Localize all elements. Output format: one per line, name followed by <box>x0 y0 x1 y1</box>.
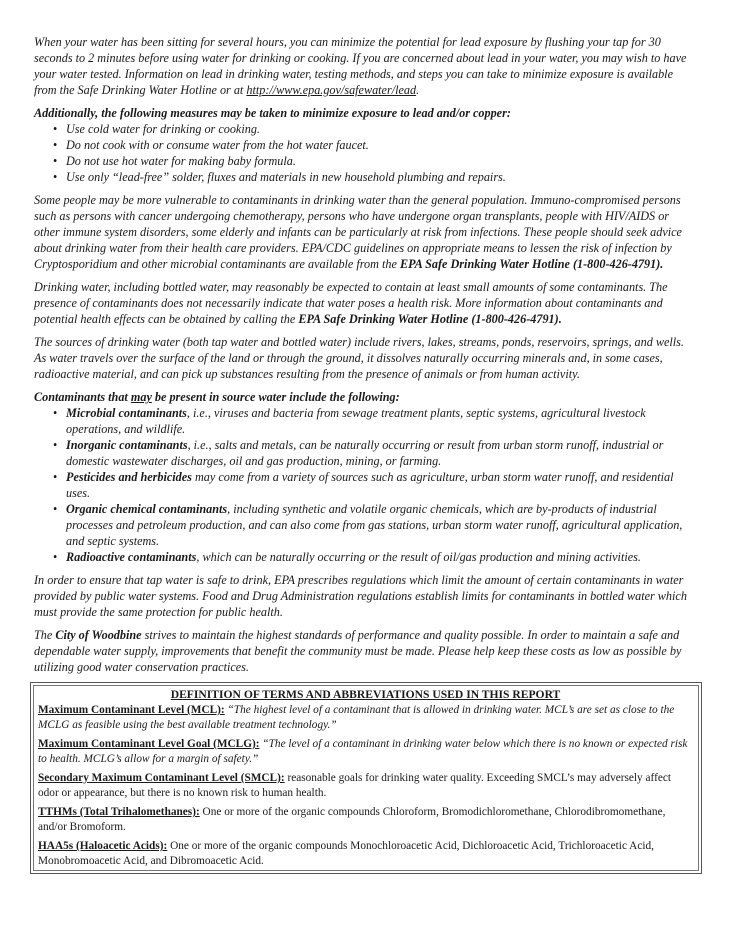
definition-term: TTHMs (Total Trihalomethanes): <box>38 806 200 818</box>
definition-text: One or more of the organic compounds Monochloroacetic Acid, Dichloroacetic Acid, Trichloroacetic Acid, Monobromoacetic Acid, and Dibromoacetic Acid. <box>38 840 654 867</box>
bullet-icon: • <box>53 170 58 184</box>
bullet-icon: • <box>53 550 58 564</box>
definition-text: “The level of a contaminant in drinking water below which there is no known or expected risk to health. MCLG’s allow for a margin of safety.” <box>38 738 688 765</box>
definition-mcl <box>38 703 693 732</box>
bullet-icon: • <box>53 154 58 168</box>
list-item <box>53 169 693 185</box>
woodbine-text: strives to maintain the highest standards of performance and quality possible. In order to maintain a safe and dependable water supply, improvements that benefit the community must be made. Please help keep these costs as low as possible by utilizing good water conservation practices. <box>34 628 682 674</box>
lead-flushing-paragraph <box>34 34 693 98</box>
epa-regulations-paragraph: In order to ensure that tap water is safe to drink, EPA prescribes regulations which limit the amount of certain contaminants in water provided by public water systems. Food and Drug Administration regulations establish limits for contaminants in bottled water which must provide the same protection for public health. <box>34 573 687 619</box>
definition-term: Maximum Contaminant Level Goal (MCLG): <box>38 738 260 750</box>
definition-haa5s <box>38 839 693 868</box>
definition-term: Maximum Contaminant Level (MCL): <box>38 704 225 716</box>
list-item <box>53 121 693 137</box>
woodbine-pre: The <box>34 628 56 642</box>
definition-tthms <box>38 805 693 834</box>
bullet-icon: • <box>53 438 58 452</box>
measures-heading: Additionally, the following measures may be taken to minimize exposure to lead and/or copper: <box>34 106 511 120</box>
hotline-text: EPA Safe Drinking Water Hotline (1-800-426-4791). <box>399 257 664 271</box>
definition-text: “The highest level of a contaminant that is allowed in drinking water. MCL’s are set as close to the MCLG as feasible using the best available treatment technology.” <box>38 704 675 731</box>
contaminant-desc: , i.e., salts and metals, can be naturally occurring or result from urban storm runoff, industrial or domestic wastewater discharges, oil and gas production, mining, or farming. <box>66 438 664 468</box>
measure-text: Use only “lead-free” solder, fluxes and materials in new household plumbing and repairs. <box>66 170 506 184</box>
list-item <box>53 405 693 437</box>
measure-text: Do not use hot water for making baby formula. <box>66 154 296 168</box>
list-item <box>53 437 693 469</box>
contaminant-desc: may come from a variety of sources such as agriculture, urban storm water runoff, and residential uses. <box>66 470 674 500</box>
lead-flushing-end: . <box>416 83 420 97</box>
definition-text: reasonable goals for drinking water quality. Exceeding SMCL’s may adversely affect odor or appearance, but there is no known risk to human health. <box>38 772 672 799</box>
sources-paragraph: The sources of drinking water (both tap water and bottled water) include rivers, lakes, streams, ponds, reservoirs, springs, and wells. As water travels over the surface of the land or through the ground, it dissolves naturally occurring minerals and, in some cases, radioactive material, and can pick up substances resulting from the presence of animals or from human activity. <box>34 335 684 381</box>
definition-smcl <box>38 771 693 800</box>
definition-term: Secondary Maximum Contaminant Level (SMCL): <box>38 772 285 784</box>
contaminant-type: Microbial contaminants <box>66 406 187 420</box>
contaminant-desc: , including synthetic and volatile organic chemicals, which are by-products of industrial processes and petroleum production, and can also come from gas stations, urban storm water runoff, agricultural application, and septic systems. <box>66 502 683 548</box>
bullet-icon: • <box>53 138 58 152</box>
definitions-title: DEFINITION OF TERMS AND ABBREVIATIONS USED IN THIS REPORT <box>170 688 561 701</box>
vulnerable-persons-paragraph <box>34 192 693 272</box>
contaminants-heading <box>34 389 693 405</box>
bottled-water-paragraph <box>34 279 693 327</box>
definition-term: HAA5s (Haloacetic Acids): <box>38 840 168 852</box>
lead-flushing-text: When your water has been sitting for several hours, you can minimize the potential for lead exposure by flushing your tap for 30 seconds to 2 minutes before using water for drinking or cooking. If you are concerned about lead in your water, you may wish to have your water tested. Information on lead in drinking water, testing methods, and steps you can take to minimize exposure is available from the Safe Drinking Water Hotline or at <box>34 35 687 97</box>
contaminants-list <box>34 405 693 565</box>
contaminants-heading-may: may <box>130 390 152 404</box>
bullet-icon: • <box>53 470 58 484</box>
bullet-icon: • <box>53 406 58 420</box>
vulnerable-text: Some people may be more vulnerable to contaminants in drinking water than the general population. Immuno-compromised persons such as persons with cancer undergoing chemotherapy, persons who have undergone organ transplants, people with HIV/AIDS or other immune system disorders, some elderly and infants can be particularly at risk from infections. These people should seek advice about drinking water from their health care providers. EPA/CDC guidelines on appropriate means to lessen the risk of infection by Cryptosporidium and other microbial contaminants are available from the <box>34 193 682 271</box>
woodbine-paragraph <box>34 627 693 675</box>
list-item <box>53 153 693 169</box>
contaminant-desc: , i.e., viruses and bacteria from sewage treatment plants, septic systems, agricultural livestock operations, and wildlife. <box>66 406 646 436</box>
list-item <box>53 501 693 549</box>
list-item <box>53 549 693 565</box>
bullet-icon: • <box>53 122 58 136</box>
contaminants-heading-post: be present in source water include the following: <box>151 390 400 404</box>
measure-text: Do not cook with or consume water from the hot water faucet. <box>66 138 369 152</box>
definition-text: One or more of the organic compounds Chloroform, Bromodichloromethane, Chlorodibromomethane, and/or Bromoform. <box>38 806 666 833</box>
contaminants-heading-pre: Contaminants that <box>34 390 131 404</box>
contaminant-desc: , which can be naturally occurring or the result of oil/gas production and mining activities. <box>196 550 641 564</box>
hotline-text: EPA Safe Drinking Water Hotline (1-800-426-4791). <box>298 312 562 326</box>
definition-mclg <box>38 737 693 766</box>
bullet-icon: • <box>53 502 58 516</box>
contaminant-type: Organic chemical contaminants <box>66 502 228 516</box>
contaminant-type: Inorganic contaminants <box>66 438 188 452</box>
measure-text: Use cold water for drinking or cooking. <box>66 122 260 136</box>
definitions-box <box>30 682 702 874</box>
bottled-text: Drinking water, including bottled water, may reasonably be expected to contain at least small amounts of some contaminants. The presence of contaminants does not necessarily indicate that water poses a health risk. More information about contaminants and potential health effects can be obtained by calling the <box>34 280 668 326</box>
list-item <box>53 469 693 501</box>
measures-list <box>34 121 693 185</box>
contaminant-type: Radioactive contaminants <box>66 550 197 564</box>
list-item <box>53 137 693 153</box>
contaminant-type: Pesticides and herbicides <box>66 470 192 484</box>
city-name: City of Woodbine <box>55 628 142 642</box>
epa-lead-link[interactable]: http://www.epa.gov/safewater/lead <box>246 83 417 97</box>
